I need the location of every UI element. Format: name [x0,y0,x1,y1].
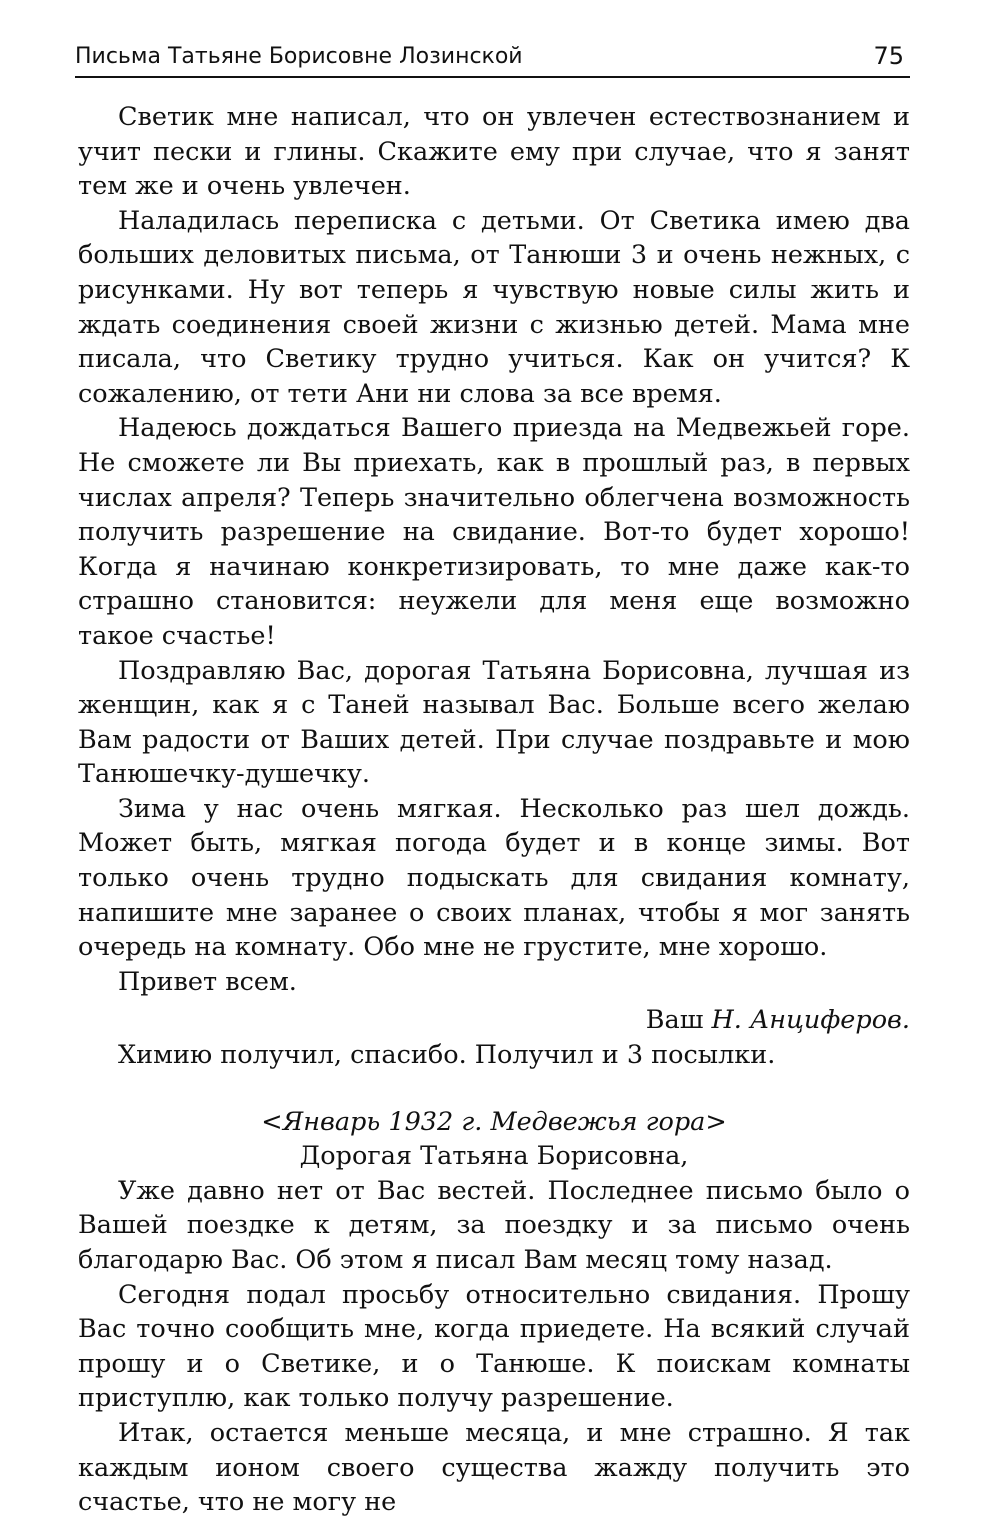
running-header [75,40,910,78]
paragraph: Привет всем. [118,966,297,997]
letter-salutation: Дорогая Татьяна Борисовна, [299,1141,689,1172]
paragraph: Наладилась переписка с детьми. От Светика имею два больших деловитых письма, от Танюши 3 и очень нежных, с рисунками. Ну вот теперь я чувствую новые силы жить и ждать соединения своей жизни с жизнью детей. Мама мне писала, что Светику трудно учиться. Как он учится? К сожалению, от тети Ани ни слова за все время. [78,205,910,409]
letter-date-line: <Январь 1932 г. Медвежья гора> [261,1106,727,1137]
page-number: 75 [873,42,904,70]
paragraph: Сегодня подал просьбу относительно свидания. Прошу Вас точно сообщить мне, когда приедете. На всякий случай прошу и о Светике, и о Танюше. К поискам комнаты приступлю, как только получу разрешение. [78,1279,910,1414]
paragraph: Поздравляю Вас, дорогая Татьяна Борисовна, лучшая из женщин, как я с Таней называл Вас. Больше всего желаю Вам радости от Ваших детей. При случае поздравьте и мою Танюшечку-душечку. [78,655,910,790]
running-title: Письма Татьяне Борисовне Лозинской [75,44,523,69]
paragraph: Зима у нас очень мягкая. Несколько раз шел дождь. Может быть, мягкая погода будет и в конце зимы. Вот только очень трудно подыскать для свидания комнату, напишите мне заранее о своих планах, чтобы я мог занять очередь на комнату. Обо мне не грустите, мне хорошо. [78,793,910,963]
paragraph: Уже давно нет от Вас вестей. Последнее письмо было о Вашей поездке к детям, за поездку и за письмо очень благодарю Вас. Об этом я писал Вам месяц тому назад. [78,1175,910,1275]
paragraph: Итак, остается меньше месяца, и мне страшно. Я так каждым ионом своего существа жажду получить это счастье, что не могу не [78,1417,910,1518]
postscript: Химию получил, спасибо. Получил и 3 посылки. [118,1040,776,1071]
letter-closing [78,1003,910,1038]
paragraph: Светик мне написал, что он увлечен естествознанием и учит пески и глины. Скажите ему при случае, что я занят тем же и очень увлечен. [78,102,910,202]
page-body [78,100,910,1520]
closing-prefix: Ваш [645,1005,712,1036]
paragraph: Надеюсь дождаться Вашего приезда на Медвежьей горе. Не сможете ли Вы приехать, как в прошлый раз, в первых числах апреля? Теперь значительно облегчена возможность получить разрешение на свидание. Вот-то будет хорошо! Когда я начинаю конкретизировать, то мне даже как-то страшно становится: неужели для меня еще возможно такое счастье! [78,413,910,651]
signature: Н. Анциферов. [711,1005,910,1036]
